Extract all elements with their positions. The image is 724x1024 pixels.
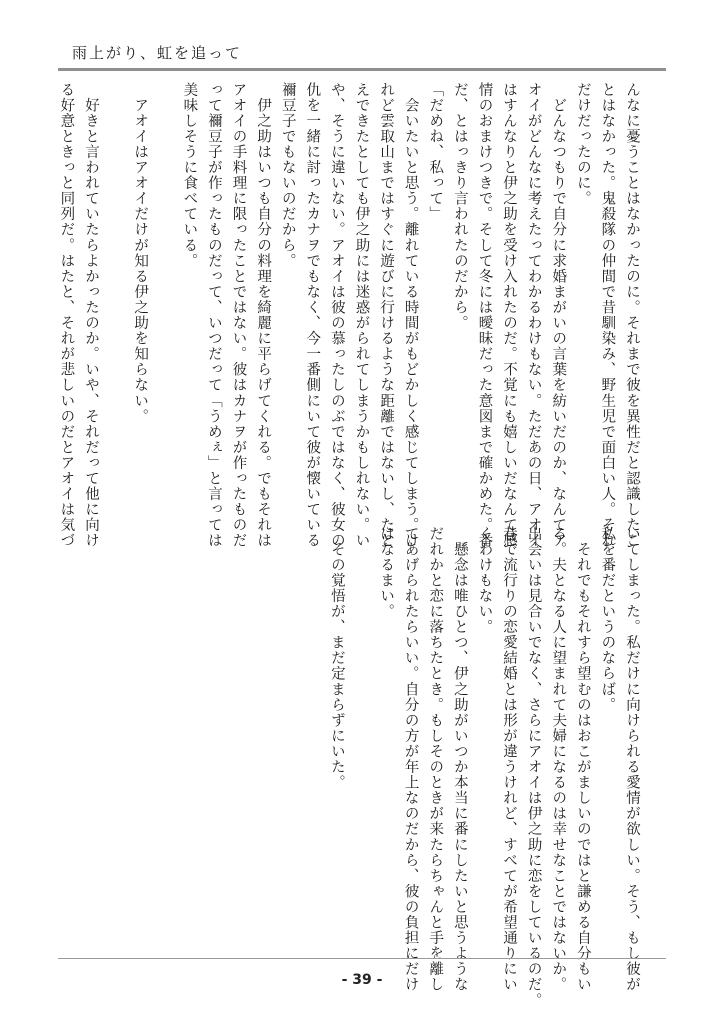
text-line: んなに憂うことはなかったのに。それまで彼を異性だと認識したこ <box>624 82 640 549</box>
text-line: 伊之助はいつも自分の料理を綺麗に平らげてくれる。でもそれは <box>255 82 272 549</box>
text-line: はなるまい。 <box>378 526 395 620</box>
text-line: どんなつもりで自分に求婚まがいの言葉を紡いだのか、なんてア <box>550 82 567 549</box>
text-line: だれかと恋に落ちたとき。もしそのときが来たらちゃんと手を離し <box>427 526 444 993</box>
text-line: だ、とはっきり言われたのだから。 <box>451 82 468 331</box>
text-line <box>103 82 128 512</box>
text-line: アオイはアオイだけが知る伊之助を知らない。 <box>132 82 149 425</box>
text-line: る好意ときっと同列だ。はたと、それが悲しいのだとアオイは気づ <box>58 82 75 549</box>
text-line: オイがどんなに考えたってわかるわけもない。ただあの日、アオイ <box>525 82 542 549</box>
text-line: 巷で流行りの恋愛結婚とは形が違うけれど、すべてが希望通りにい <box>501 526 518 993</box>
text-line <box>152 82 177 512</box>
text-line: てあげられたらいい。自分の方が年上なのだから、彼の負担にだけ <box>402 526 419 993</box>
text-line: その覚悟が、まだ定まらずにいた。 <box>328 526 345 791</box>
text-line: 禰豆子でもないのだから。 <box>279 82 296 269</box>
text-line: る。夫となる人に望まれて夫婦になるのは幸せなことではないか。 <box>550 526 567 993</box>
page-number: - 39 - <box>341 972 383 988</box>
text-line: だけだったのに。 <box>574 82 591 207</box>
text-line: アオイの手料理に限ったことではない。彼はカナヲが作ったものだ <box>230 82 247 549</box>
text-line: 私を番だというのならば。 <box>599 526 616 713</box>
text-line: 出会いは見合いでなく、さらにアオイは伊之助に恋をしているのだ。 <box>525 526 542 1009</box>
text-line: はすんなりと伊之助を受け入れたのだ。不覚にも嬉しいだなんて感 <box>501 82 518 549</box>
text-line: 「だめね、私って」 <box>427 82 444 222</box>
text-block-upper <box>58 82 644 549</box>
text-line: 情のおまけつきで。そして冬には曖昧だった意図まで確かめた。番 <box>476 82 493 549</box>
running-header-title: 雨上がり、虹を追って <box>72 44 243 62</box>
text-line: 好きと言われていたらよかったのか。いや、それだって他に向け <box>82 82 99 549</box>
text-line: れど雲取山まではすぐに遊びに行けるような距離ではないし、たと <box>378 82 395 549</box>
text-line: って禰豆子が作ったものだって、いつだって「うめぇ」と言っては <box>205 82 222 549</box>
text-line: 仇を一緒に討ったカナヲでもなく、今一番側にいて彼が懐いている <box>304 82 321 549</box>
text-line: 懸念は唯ひとつ、伊之助がいつか本当に番にしたいと思うような <box>451 526 468 993</box>
text-line: えできたとしても伊之助には迷惑がられてしまうかもしれない。い <box>353 82 370 549</box>
text-line: いてしまった。私だけに向けられる愛情が欲しい。そう、もし彼が <box>624 526 640 993</box>
text-line: それでもそれすら望むのはおこがましいのではと謙める自分もい <box>574 526 591 993</box>
text-line: 美味しそうに食べている。 <box>181 82 198 269</box>
text-line: とはなかった。鬼殺隊の仲間で昔馴染み、野生児で面白い人。それ <box>599 82 616 549</box>
text-line: 会いたいと思う。離れている時間がもどかしく感じてしまう。け <box>402 82 419 549</box>
text-line: や、そうに違いない。アオイは彼の慕ったしのぶではなく、彼女の <box>328 82 345 549</box>
footer-rule <box>58 958 666 959</box>
header-rule <box>58 68 666 71</box>
text-line: くわけもない。 <box>476 526 493 635</box>
text-line <box>349 526 374 954</box>
